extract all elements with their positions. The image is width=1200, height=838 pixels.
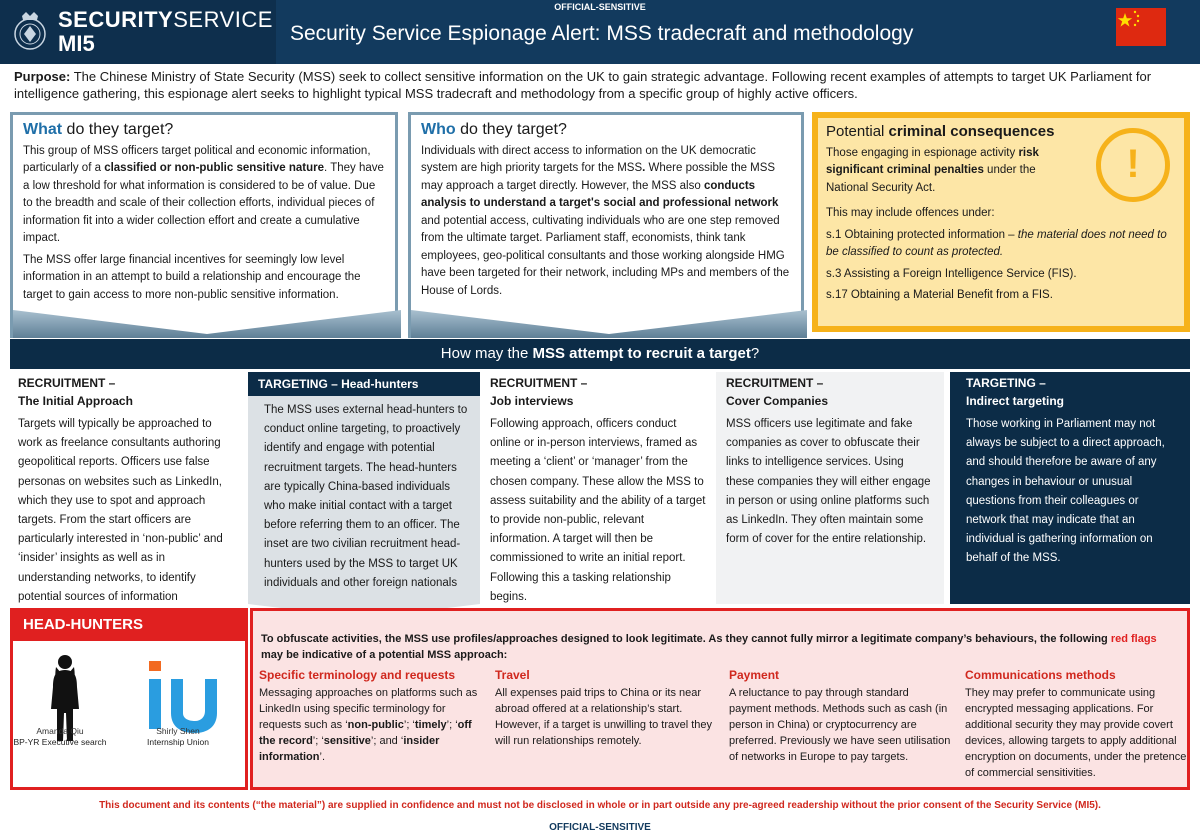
rf1-t1: Messaging approaches on platforms such as LinkedIn using specific terminology for requests such as ‘ xyxy=(259,687,478,731)
criminal-title-a: Potential xyxy=(826,123,889,140)
rf1-b2: timely xyxy=(414,719,447,731)
logo-mi5-text: MI5 xyxy=(58,31,95,56)
column-indirect-targeting xyxy=(950,372,1190,604)
china-flag-icon xyxy=(1116,8,1166,46)
column-2-body: The MSS uses external head-hunters to conduct online targeting, to proactively identify and engage with potential recruitment targets. The head-hunters are typically China-based individuals who make initial contact with a target before referring them to an officer. The inset are two civilian recruitment head-hunters used by the MSS to target UK individuals and other foreign nationals xyxy=(264,404,468,589)
red-flag-3-body: A reluctance to pay through standard payment methods. Methods such as cash (in person in China) or cryptocurrency are preferred. Previously we have seen utilisation of networks in Europe to pay targets. xyxy=(729,687,951,763)
headhunter-1-org: BP-YR Executive search xyxy=(13,737,107,747)
purpose-statement xyxy=(14,68,1190,102)
column-job-interviews xyxy=(484,372,712,604)
criminal-paragraph-2: This may include offences under: xyxy=(826,207,995,219)
red-flags-intro-red: red flags xyxy=(1110,633,1157,645)
who-p-e: and potential access, cultivating individuals who are one step removed from the ultimate target. Parliament staff, economists, think tank employees, geo-political consultants and those working alongside HMG have been targeted for their network, including MPs and members of the House of Lords. xyxy=(421,214,790,297)
column-cover-companies xyxy=(716,372,944,604)
column-head-hunters xyxy=(248,372,480,604)
rf1-b5: insider information xyxy=(259,735,440,763)
who-title-rest: do they target? xyxy=(455,121,567,138)
red-flag-4-body: They may prefer to communicate using encrypted messaging applications. For additional security they may provide covert devices, allowing targets to apply additional encryption on documents, under the pretence of commercial sensitivities. xyxy=(965,687,1187,779)
red-flag-1-heading: Specific terminology and requests xyxy=(259,668,456,682)
confidentiality-disclaimer: This document and its contents (“the material”) are supplied in confidence and must not be disclosed in whole or in part outside any pre-agreed readership without the prior consent of the Security Service (MI5). xyxy=(99,800,1101,811)
column-4-heading: RECRUITMENT – xyxy=(726,376,824,390)
who-p-a: Individuals with direct access to information on the UK democratic system are high priority targets for the MSS xyxy=(421,144,756,174)
who-title xyxy=(421,121,791,139)
headhunter-1-caption xyxy=(10,726,110,748)
headhunter-2-caption xyxy=(128,726,228,748)
logo-service-text: SERVICE xyxy=(173,7,273,32)
who-p-b: . xyxy=(642,162,646,174)
offence-s1 xyxy=(826,227,1176,262)
column-initial-approach xyxy=(10,372,240,604)
red-flags-box xyxy=(250,608,1190,790)
red-flag-2-body: All expenses paid trips to China or its near abroad offered at a relationship’s start. However, if a target is unwilling to travel they will run relationships remotely. xyxy=(495,687,713,747)
what-p1-bold: classified or non-public sensitive nature xyxy=(104,162,325,174)
red-flags-intro xyxy=(261,631,1181,663)
column-1-subheading: The Initial Approach xyxy=(18,394,133,408)
header-banner xyxy=(0,0,1200,64)
who-paragraph xyxy=(421,143,791,301)
warning-icon: ! xyxy=(1096,128,1170,202)
criminal-p1-a: Those engaging in espionage activity xyxy=(826,146,1019,159)
recruit-bar-a: How may the xyxy=(440,345,533,362)
criminal-title-bold: criminal consequences xyxy=(888,123,1055,140)
offence-s3: s.3 Assisting a Foreign Intelligence Service (FIS). xyxy=(826,267,1077,280)
column-5-body: Those working in Parliament may not always be subject to a direct approach, and should therefore be aware of any changes in behaviour or unusual questions from their colleagues or network that may indicate that an individual is gathering information on behalf of the MSS. xyxy=(966,418,1165,565)
red-flag-communications xyxy=(965,667,1189,781)
column-4-body: MSS officers use legitimate and fake companies as cover to obfuscate their links to intelligence services. Using these companies they will either engage in person or using online platforms such as LinkedIn. They often maintain some form of cover for the entire relationship. xyxy=(726,418,931,546)
rf1-t4: ’; ‘ xyxy=(312,735,324,747)
rf1-t6: ’. xyxy=(319,751,325,763)
classification-bottom: OFFICIAL-SENSITIVE xyxy=(549,822,651,833)
criminal-consequences-panel xyxy=(812,112,1190,332)
red-flag-travel xyxy=(495,667,719,749)
who-title-highlight: Who xyxy=(421,121,456,138)
purpose-label: Purpose: xyxy=(14,69,71,84)
what-title-highlight: What xyxy=(23,121,63,138)
what-paragraph-2: The MSS offer large financial incentives for seemingly low level information in an attempt to build a relationship and encourage the target to gain access to more non-public sensitive information. xyxy=(23,253,361,301)
who-p-c: Where possible the MSS may approach a target directly. However, the MSS also xyxy=(421,162,776,192)
classification-top: OFFICIAL-SENSITIVE xyxy=(554,2,646,12)
criminal-paragraph-1 xyxy=(826,145,1076,198)
red-flag-payment xyxy=(729,667,953,765)
rf1-b1: non-public xyxy=(347,719,404,731)
offence-s17: s.17 Obtaining a Material Benefit from a FIS. xyxy=(826,289,1053,301)
headhunter-2-org: Internship Union xyxy=(147,737,209,747)
criminal-p1-c: under the National Security Act. xyxy=(826,164,1036,194)
head-hunters-title: HEAD-HUNTERS xyxy=(13,611,245,641)
crest-icon xyxy=(10,10,50,54)
criminal-p1-bold: risk significant criminal penalties xyxy=(826,146,1039,176)
column-5-heading: TARGETING – xyxy=(966,376,1046,390)
headhunter-1-name: Amanda Qiu xyxy=(36,726,84,736)
who-arrow-strip xyxy=(411,310,807,338)
column-3-body: Following approach, officers conduct online or in-person interviews, framed as meeting a ‘client’ or ‘manager’ from the chosen company. These allow the MSS to assess suitability and the ability of a target to provide non-public, relevant information. A target will then be commissioned to write an initial report. Following this a tasking relationship begins. xyxy=(490,418,706,603)
red-flag-terminology xyxy=(259,667,483,765)
recruit-heading-bar xyxy=(10,339,1190,369)
what-p1-c: . They have a low threshold for what information is considered to be of value. Due to the breadth and scale of their collection efforts, individual pieces of information fit into a wider collection effort and create a cumulative impact. xyxy=(23,162,384,244)
rf1-b3: off the record xyxy=(259,719,472,747)
what-p1-a: This group of MSS officers target political and economic information, particularly of a xyxy=(23,144,371,174)
recruit-bar-bold: MSS attempt to recruit a target xyxy=(532,345,751,362)
what-title xyxy=(23,121,385,139)
logo-security-text: SECURITY xyxy=(58,7,174,32)
what-arrow-strip xyxy=(13,310,401,338)
column-4-subheading: Cover Companies xyxy=(726,394,829,408)
red-flag-2-heading: Travel xyxy=(495,668,530,682)
offence-s1-italic: the material does not need to be classified to count as protected. xyxy=(826,228,1167,258)
who-panel xyxy=(408,112,804,338)
rf1-t2: ’; ‘ xyxy=(403,719,415,731)
rf1-t5: ’; and ‘ xyxy=(370,735,404,747)
red-flags-intro-c: may be indicative of a potential MSS approach: xyxy=(261,649,508,661)
page-title: Security Service Espionage Alert: MSS tradecraft and methodology xyxy=(290,22,914,45)
what-panel xyxy=(10,112,398,338)
red-flag-1-body xyxy=(259,685,483,765)
purpose-text: The Chinese Ministry of State Security (MSS) seek to collect sensitive information on the UK to gain strategic advantage. Following recent examples of attempts to target UK Parliament for intelligence gathering, this espionage alert seeks to highlight typical MSS tradecraft and methodology from a specific group of highly active officers. xyxy=(14,69,1152,101)
head-hunters-box xyxy=(10,608,248,790)
what-title-rest: do they target? xyxy=(62,121,174,138)
column-3-heading: RECRUITMENT – xyxy=(490,376,588,390)
red-flags-intro-a: To obfuscate activities, the MSS use profiles/approaches designed to look legitimate. As they cannot fully mirror a legitimate company’s behaviours, the following xyxy=(261,633,1111,645)
rf1-t3: ’; ‘ xyxy=(446,719,458,731)
column-1-heading: RECRUITMENT – xyxy=(18,376,116,390)
headhunter-2-name: Shirly Shen xyxy=(156,726,200,736)
recruit-bar-c: ? xyxy=(750,345,760,362)
offence-s1-a: s.1 Obtaining protected information – xyxy=(826,228,1018,241)
column-2-heading: TARGETING – Head-hunters xyxy=(248,372,480,396)
column-5-subheading: Indirect targeting xyxy=(966,394,1065,408)
red-flag-3-heading: Payment xyxy=(729,668,780,682)
red-flag-4-heading: Communications methods xyxy=(965,668,1116,682)
who-p-bold: conducts analysis to understand a target's social and professional network xyxy=(421,179,779,209)
column-1-body: Targets will typically be approached to work as freelance consultants authoring geopolitical reports. Officers use false personas on websites such as LinkedIn, which they use to spot and approach targets. From the start officers are particularly interested in ‘non-public’ and ‘insider’ insights as well as in understanding networks, to identify potential sources of information xyxy=(18,418,223,603)
internship-union-logo-icon xyxy=(145,655,217,735)
rf1-b4: sensitive xyxy=(323,735,371,747)
column-3-subheading: Job interviews xyxy=(490,394,574,408)
what-paragraph-1 xyxy=(23,143,385,248)
